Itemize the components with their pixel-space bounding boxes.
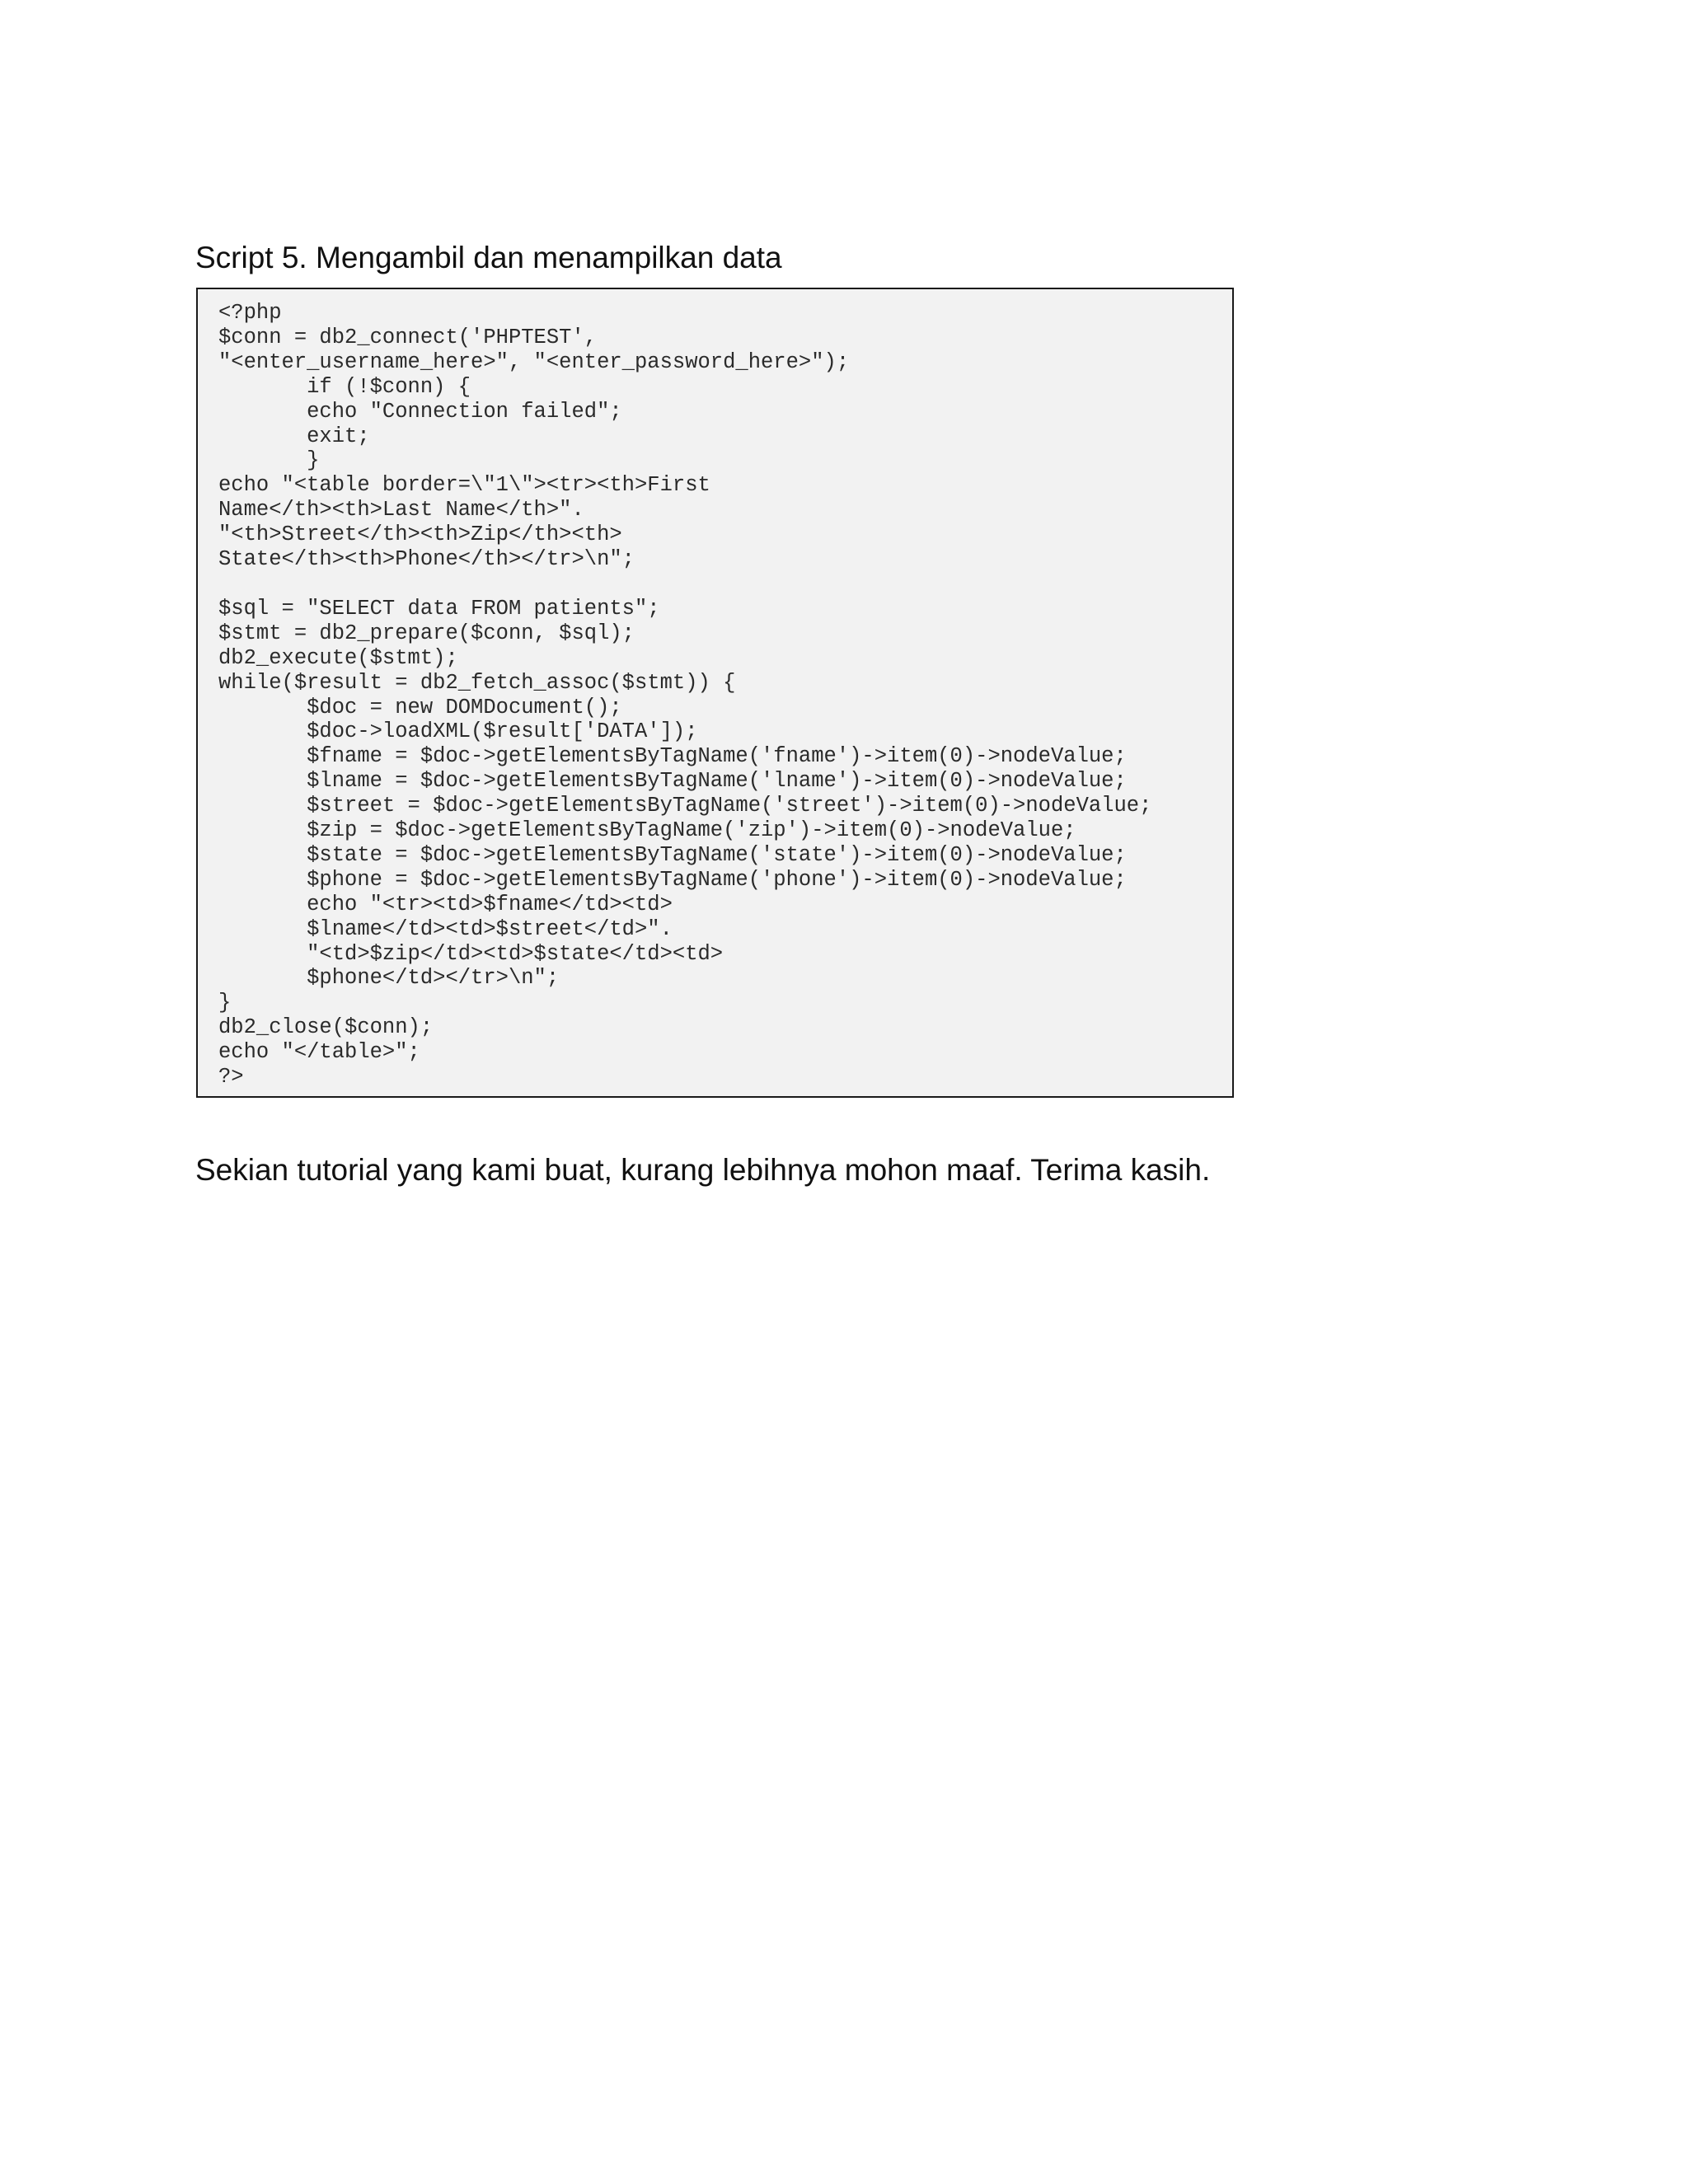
code-block	[196, 288, 1234, 1098]
closing-paragraph: Sekian tutorial yang kami buat, kurang lebihnya mohon maaf. Terima kasih.	[195, 1153, 1211, 1187]
code-listing: <?php $conn = db2_connect('PHPTEST', "<enter_username_here>", "<enter_password_here>"); if (!$conn) { echo "Connection failed"; exit; } echo "<table border=\"1\"><tr><th>First Name</th><th>Last Name</th>". "<th>Street</th><th>Zip</th><th> State</th><th>Phone</th></tr>\n"; $sql = "SELECT data FROM patients"; $stmt = db2_prepare($conn, $sql); db2_execute($stmt); while($result = db2_fetch_assoc($stmt)) { $doc = new DOMDocument(); $doc->loadXML($result['DATA']); $fname = $doc->getElementsByTagName('fname')->item(0)->nodeValue; $lname = $doc->getElementsByTagName('lname')->item(0)->nodeValue; $street = $doc->getElementsByTagName('street')->item(0)->nodeValue; $zip = $doc->getElementsByTagName('zip')->item(0)->nodeValue; $state = $doc->getElementsByTagName('state')->item(0)->nodeValue; $phone = $doc->getElementsByTagName('phone')->item(0)->nodeValue; echo "<tr><td>$fname</td><td> $lname</td><td>$street</td>". "<td>$zip</td><td>$state</td><td> $phone</td></tr>\n"; } db2_close($conn); echo "</table>"; ?>	[218, 301, 1152, 1090]
script-caption: Script 5. Mengambil dan menampilkan data	[195, 241, 782, 274]
